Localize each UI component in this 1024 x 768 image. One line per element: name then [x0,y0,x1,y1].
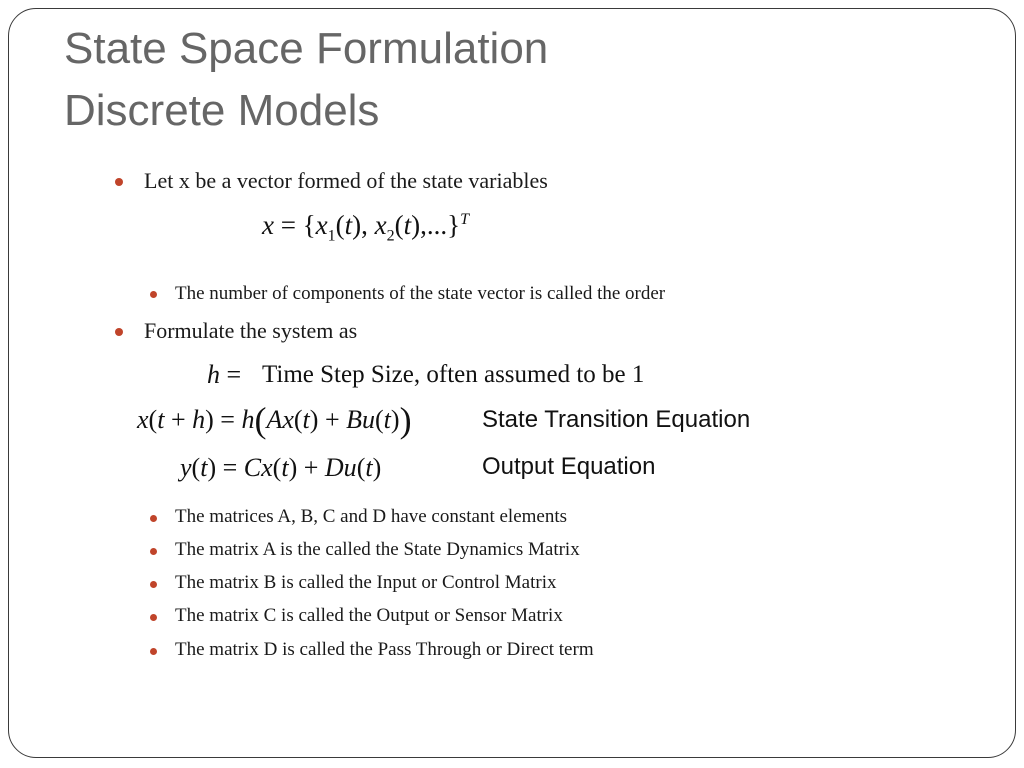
bullet-dot [150,515,157,522]
state-transition-equation: x(t + h) = h(Ax(t) + Bu(t)) [137,400,412,440]
matrix-note-constant: The matrices A, B, C and D have constant elements [175,506,568,527]
state-transition-label: State Transition Equation [482,406,751,433]
bullet-dot [115,178,123,186]
bullet-dot [150,548,157,555]
bullet-dot [115,328,123,336]
state-vector-equation: $x = \{x_1(t)$, $x_2(t),...\}^T$ [262,210,470,245]
h-equation: h = [207,360,242,389]
matrix-note-c: The matrix C is called the Output or Sensor Matrix [175,605,563,626]
h-definition: Time Step Size, often assumed to be 1 [262,361,645,388]
bullet-dot [150,648,157,655]
bullet-formulate: Formulate the system as [144,318,358,343]
slide-title [64,18,548,142]
matrix-note-d: The matrix D is called the Pass Through or Direct term [175,639,594,660]
title-line-1: State Space Formulation [64,24,549,73]
matrix-note-b: The matrix B is called the Input or Control Matrix [175,572,557,593]
bullet-dot [150,291,157,298]
matrix-note-a: The matrix A is the called the State Dynamics Matrix [175,539,580,560]
bullet-order-note: The number of components of the state vector is called the order [175,283,666,304]
output-equation-label: Output Equation [482,453,656,480]
bullet-dot [150,581,157,588]
output-equation: y(t) = Cx(t) + Du(t) [180,453,382,482]
bullet-dot [150,614,157,621]
title-line-2: Discrete Models [64,86,380,135]
bullet-state-vector: Let x be a vector formed of the state variables [144,168,548,193]
